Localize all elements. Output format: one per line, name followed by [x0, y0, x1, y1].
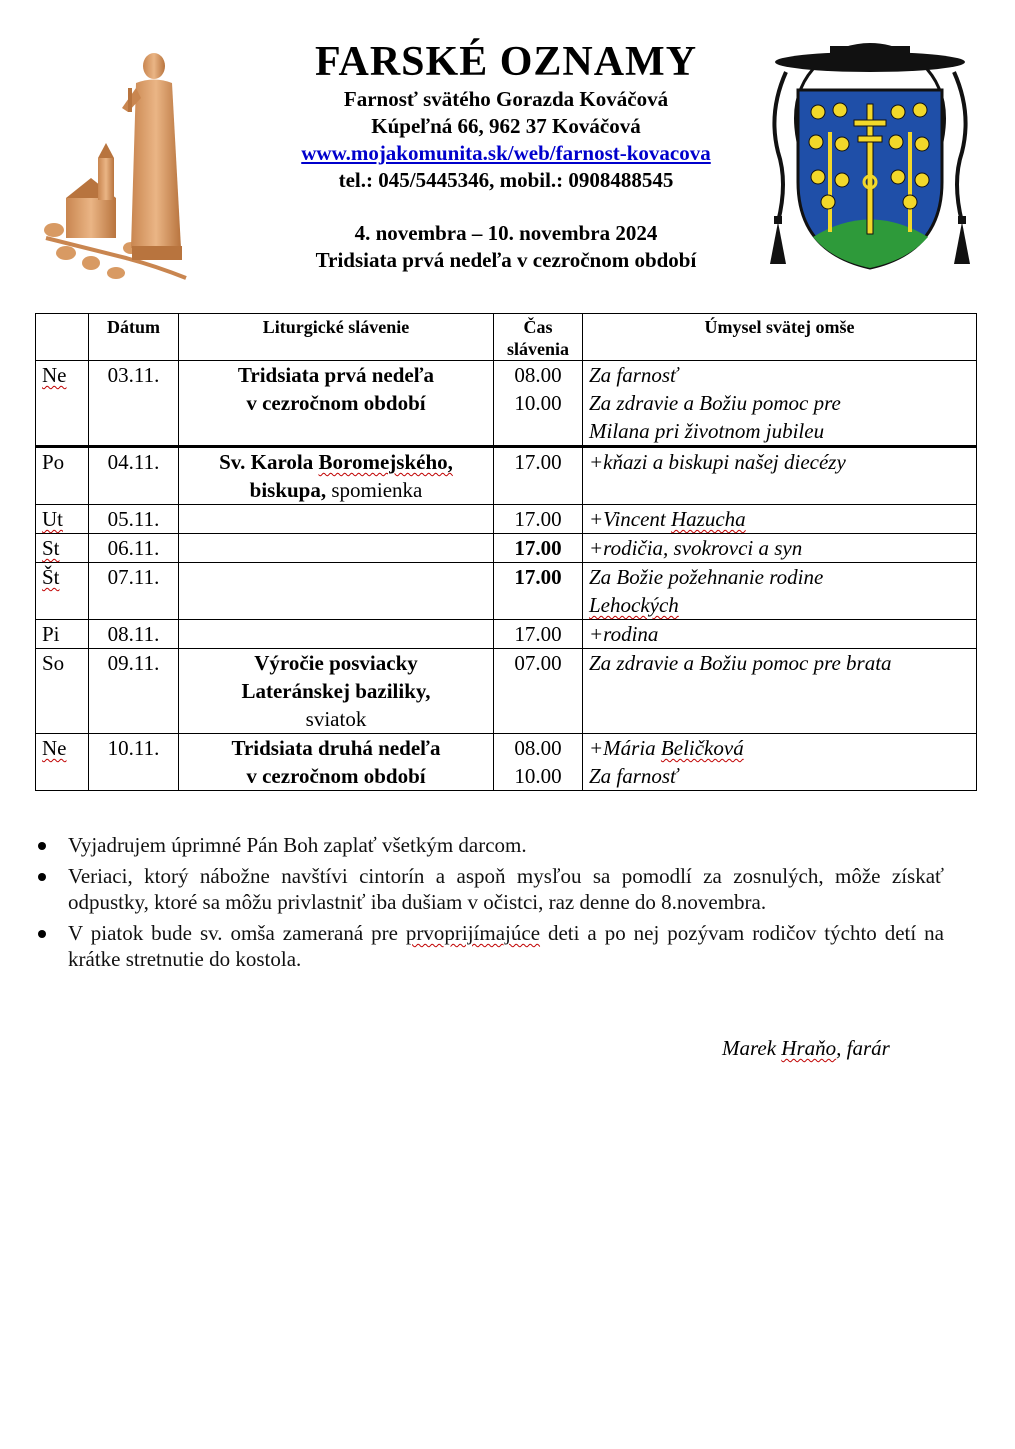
signature-text: Marek — [722, 1036, 782, 1060]
time-cell: 17.00 — [494, 563, 583, 620]
day-cell: So — [36, 649, 89, 734]
col-liturgy-header: Liturgické slávenie — [179, 314, 494, 361]
announcement-text: deti a po nej pozývam rodičov týchto detí na krátke stretnutie do kostola. — [68, 921, 944, 971]
day-cell: Št — [42, 565, 60, 589]
liturgy-rank: spomienka — [326, 478, 423, 502]
day-cell: Ne — [42, 363, 67, 387]
signature-text: Hraňo — [781, 1036, 837, 1060]
time-cell: 17.00 — [494, 447, 583, 505]
announcement-text: prvoprijímajúce — [405, 921, 541, 945]
liturgy-cell — [179, 505, 494, 534]
intention-text: +Vincent — [589, 507, 672, 531]
intention-line: Lehockých — [589, 593, 679, 617]
liturgy-cell — [179, 649, 494, 734]
intention-cell: +rodina — [583, 620, 977, 649]
date-cell: 08.11. — [89, 620, 179, 649]
announcement-text: V piatok bude sv. omša zameraná pre — [68, 921, 406, 945]
announcements-list — [36, 832, 944, 977]
bullet-icon — [38, 873, 46, 881]
intention-text: Beličková — [660, 736, 744, 760]
day-cell: Pi — [36, 620, 89, 649]
liturgy-text: biskupa, — [249, 478, 327, 502]
announcement-text: Veriaci, ktorý nábožne navštívi cintorín a aspoň mysľou sa pomodlí za zosnulých, môže získať odpustky, ktoré sa môžu privlastniť iba dušiam v očistci, raz denne do 8.novembra. — [68, 864, 944, 914]
list-item — [36, 832, 944, 858]
table-row — [36, 447, 977, 505]
header — [240, 38, 772, 274]
intention-cell: Za zdravie a Božiu pomoc pre brata — [583, 649, 977, 734]
table-row — [36, 505, 977, 534]
table-header-row — [36, 314, 977, 361]
website-link[interactable]: www.mojakomunita.sk/web/farnost-kovacova — [301, 141, 711, 165]
day-cell: Ut — [42, 507, 63, 531]
date-cell: 05.11. — [89, 505, 179, 534]
liturgy-cell — [179, 361, 494, 447]
intention-cell — [583, 505, 977, 534]
liturgy-line: Lateránskej baziliky, — [241, 679, 431, 703]
parish-address: Kúpeľná 66, 962 37 Kováčová — [371, 114, 641, 138]
time-cell: 17.00 — [494, 620, 583, 649]
time-cell: 17.00 — [494, 534, 583, 563]
liturgy-text: Boromejského, — [318, 450, 453, 474]
liturgy-line: Tridsiata prvá nedeľa — [237, 363, 435, 387]
liturgy-line: Tridsiata druhá nedeľa — [231, 736, 441, 760]
col-date-header: Dátum — [89, 314, 179, 361]
date-cell: 07.11. — [89, 563, 179, 620]
list-item — [36, 920, 944, 972]
intention-cell: +kňazi a biskupi našej diecézy — [583, 447, 977, 505]
table-row — [36, 649, 977, 734]
announcement-text: Vyjadrujem úprimné Pán Boh zaplať všetkým darcom. — [68, 833, 527, 857]
phone-numbers: tel.: 045/5445346, mobil.: 0908488545 — [338, 168, 674, 192]
table-row — [36, 620, 977, 649]
date-cell: 10.11. — [89, 734, 179, 791]
table-row — [36, 361, 977, 390]
liturgy-cell — [179, 563, 494, 620]
intention-line: Za Božie požehnanie rodine — [589, 565, 824, 589]
signature — [722, 1036, 890, 1061]
bullet-icon — [38, 842, 46, 850]
intention-cell: Za farnosť — [583, 762, 977, 791]
bullet-icon — [38, 930, 46, 938]
time-cell: 10.00 — [494, 389, 583, 447]
liturgy-cell — [179, 534, 494, 563]
page-title: FARSKÉ OZNAMY — [314, 39, 698, 85]
date-cell: 04.11. — [89, 447, 179, 505]
time-cell: 17.00 — [494, 505, 583, 534]
intention-cell — [583, 563, 977, 620]
time-cell: 08.00 — [494, 361, 583, 390]
parish-name: Farnosť svätého Gorazda Kováčová — [343, 87, 669, 111]
list-item — [36, 863, 944, 915]
intention-line: Milana pri životnom jubileu — [589, 419, 825, 443]
table-row — [36, 734, 977, 763]
liturgy-cell — [179, 447, 494, 505]
date-cell: 09.11. — [89, 649, 179, 734]
col-day-header — [36, 314, 89, 361]
time-cell: 10.00 — [494, 762, 583, 791]
table-row — [36, 563, 977, 620]
liturgy-line: Výročie posviacky — [254, 651, 418, 675]
liturgy-cell — [179, 734, 494, 791]
day-cell: Po — [36, 447, 89, 505]
date-range: 4. novembra – 10. novembra 2024 — [354, 221, 658, 245]
intention-line: Za zdravie a Božiu pomoc pre — [589, 391, 841, 415]
intention-text: Hazucha — [671, 507, 746, 531]
date-cell: 03.11. — [89, 361, 179, 447]
time-cell: 08.00 — [494, 734, 583, 763]
liturgy-rank: sviatok — [305, 707, 367, 731]
date-cell: 06.11. — [89, 534, 179, 563]
col-intention-header: Úmysel svätej omše — [583, 314, 977, 361]
col-time-header: Čas slávenia — [494, 314, 583, 361]
intention-cell: Za farnosť — [583, 361, 977, 390]
signature-text: , farár — [836, 1036, 890, 1060]
liturgy-cell — [179, 620, 494, 649]
liturgy-text: Sv. Karola — [219, 450, 319, 474]
liturgy-line: v cezročnom období — [246, 391, 426, 415]
intention-cell — [583, 734, 977, 763]
mass-schedule-table — [35, 313, 977, 791]
coat-of-arms-image — [758, 32, 982, 272]
liturgy-line: v cezročnom období — [246, 764, 426, 788]
saint-statue-image — [36, 48, 196, 288]
day-cell: St — [42, 536, 60, 560]
sunday-title: Tridsiata prvá nedeľa v cezročnom období — [315, 248, 697, 272]
time-cell: 07.00 — [494, 649, 583, 734]
intention-cell — [583, 389, 977, 447]
intention-cell: +rodičia, svokrovci a syn — [583, 534, 977, 563]
day-cell: Ne — [42, 736, 67, 760]
intention-text: +Mária — [589, 736, 661, 760]
table-row — [36, 534, 977, 563]
